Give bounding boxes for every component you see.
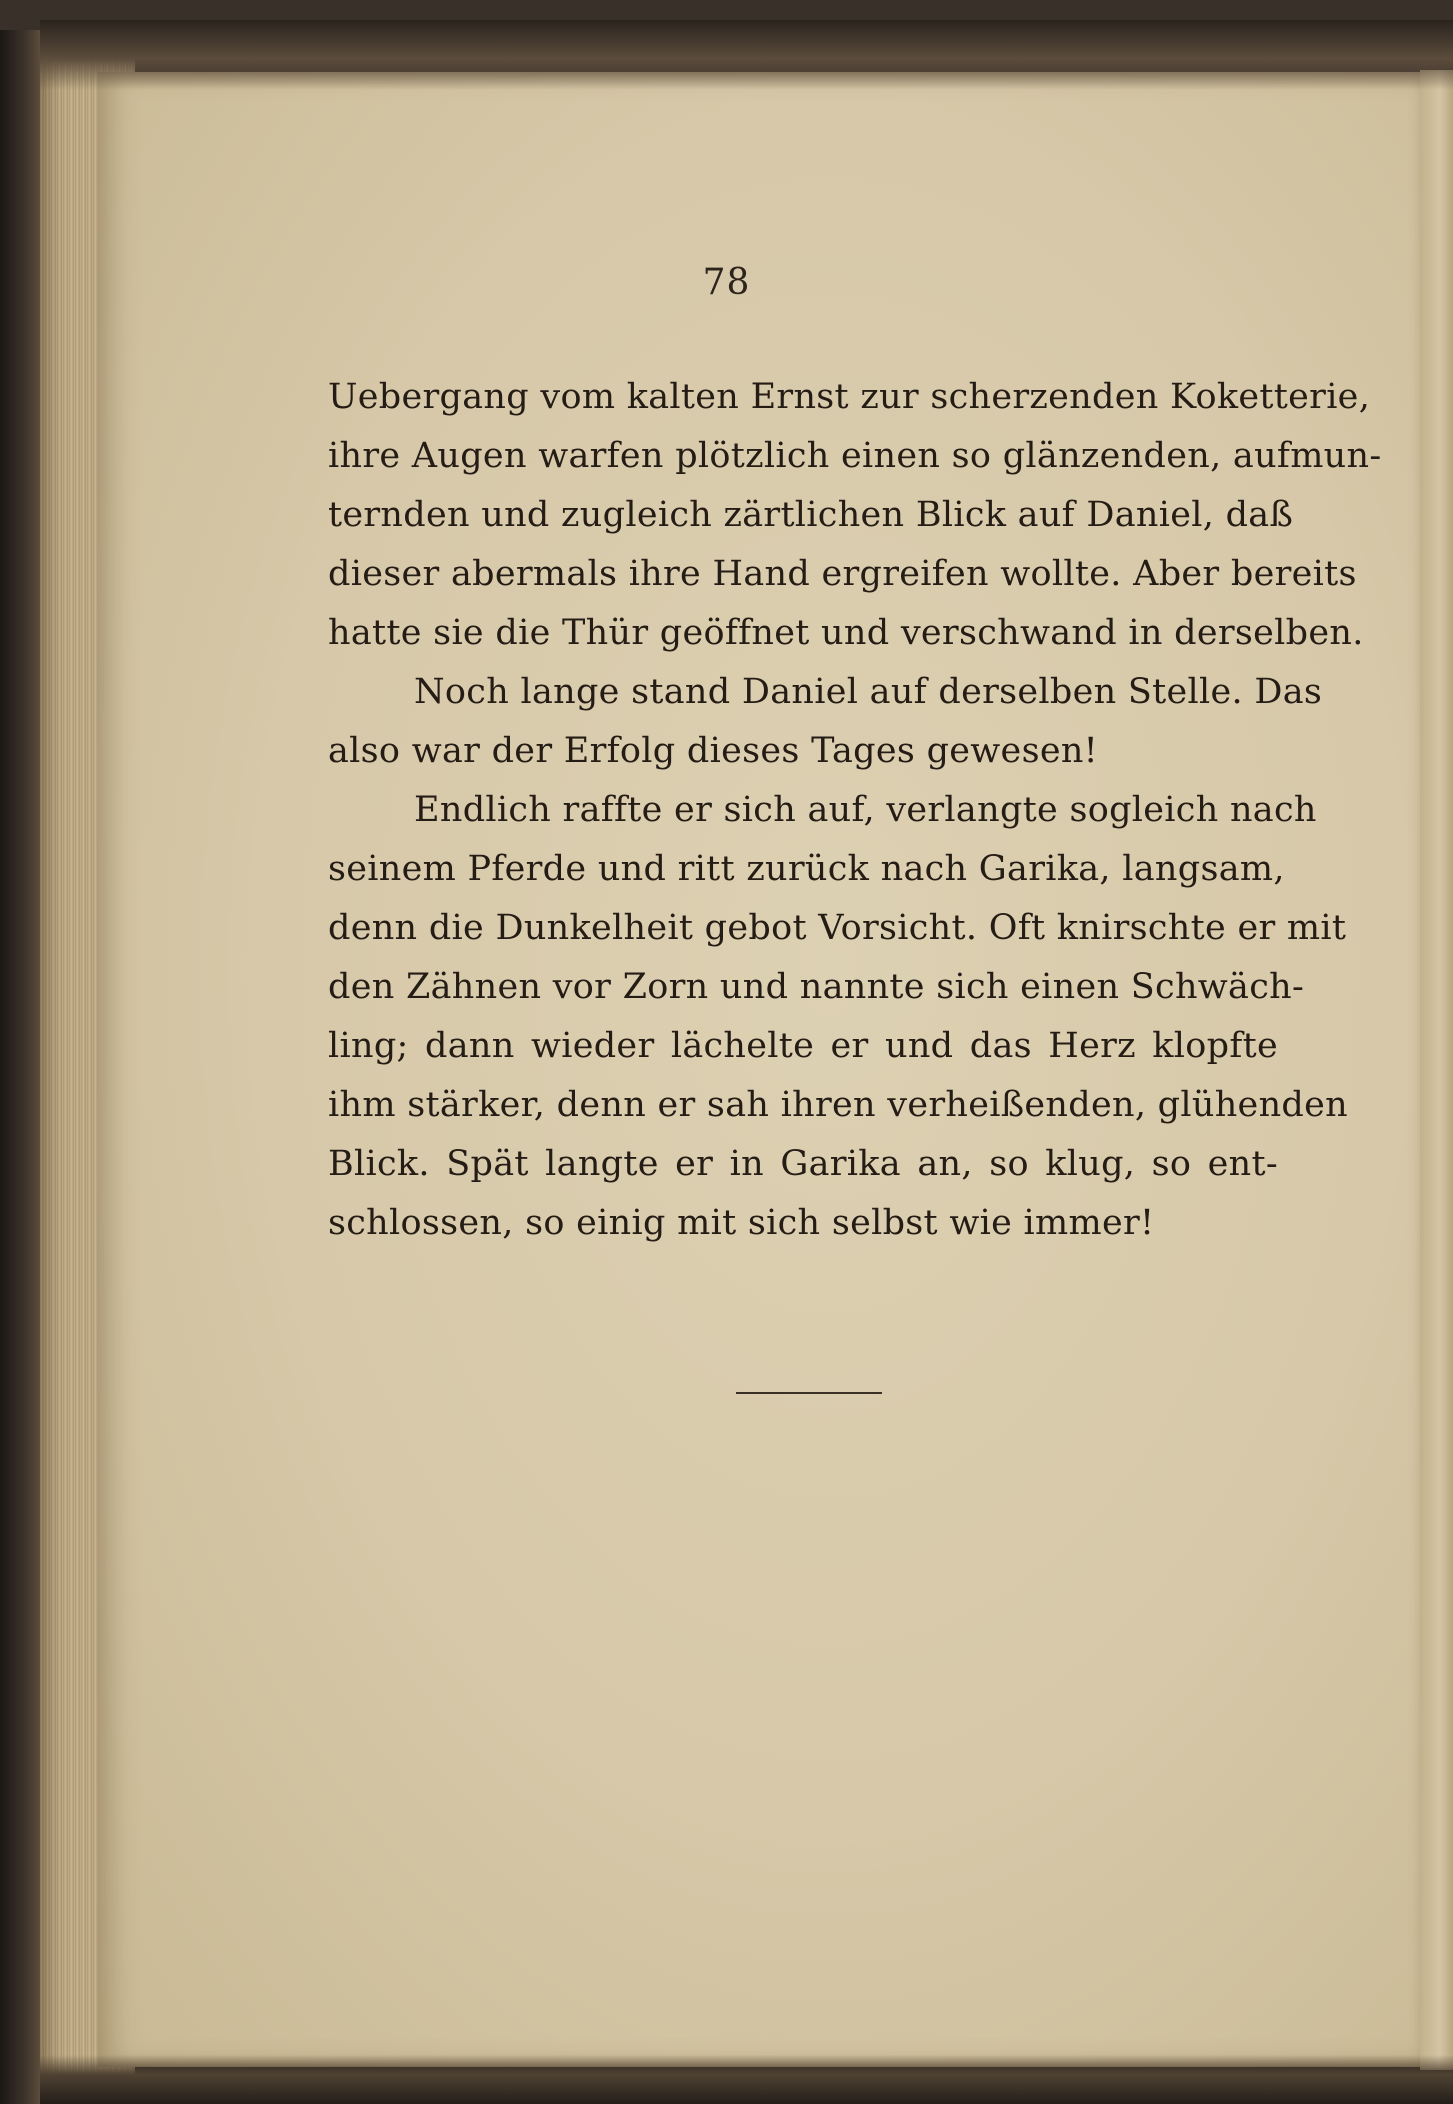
text-line: seinem Pferde und ritt zurück nach Garika, langsam, xyxy=(328,849,1285,889)
text-line: Endlich raffte er sich auf, verlangte sogleich nach xyxy=(414,790,1317,830)
text-line: ihre Augen warfen plötzlich einen so glänzenden, aufmun- xyxy=(328,436,1382,476)
text-line: Blick. Spät langte er in Garika an, so klug, so ent- xyxy=(328,1144,1278,1184)
text-line: dieser abermals ihre Hand ergreifen wollte. Aber bereits xyxy=(328,554,1357,594)
text-line: den Zähnen vor Zorn und nannte sich einen Schwäch- xyxy=(328,967,1305,1007)
text-line: ihm stärker, denn er sah ihren verheißenden, glühenden xyxy=(328,1085,1348,1125)
text-line: ling; dann wieder lächelte er und das Herz klopfte xyxy=(328,1026,1278,1066)
page-number: 78 xyxy=(702,262,751,303)
text-line: schlossen, so einig mit sich selbst wie immer! xyxy=(328,1203,1155,1243)
text-line: Uebergang vom kalten Ernst zur scherzenden Koketterie, xyxy=(328,377,1371,417)
text-line: ternden und zugleich zärtlichen Blick auf Daniel, daß xyxy=(328,495,1294,535)
text-line: also war der Erfolg dieses Tages gewesen! xyxy=(328,731,1099,771)
facing-page-edge xyxy=(1420,70,1453,2070)
text-line: denn die Dunkelheit gebot Vorsicht. Oft knirschte er mit xyxy=(328,908,1347,948)
text-line: Noch lange stand Daniel auf derselben Stelle. Das xyxy=(414,672,1323,712)
bottom-shadow xyxy=(40,2055,1453,2104)
top-shadow xyxy=(40,20,1453,90)
body-text xyxy=(328,368,1382,1253)
section-divider xyxy=(736,1392,882,1394)
text-line: hatte sie die Thür geöffnet und verschwand in derselben. xyxy=(328,613,1364,653)
